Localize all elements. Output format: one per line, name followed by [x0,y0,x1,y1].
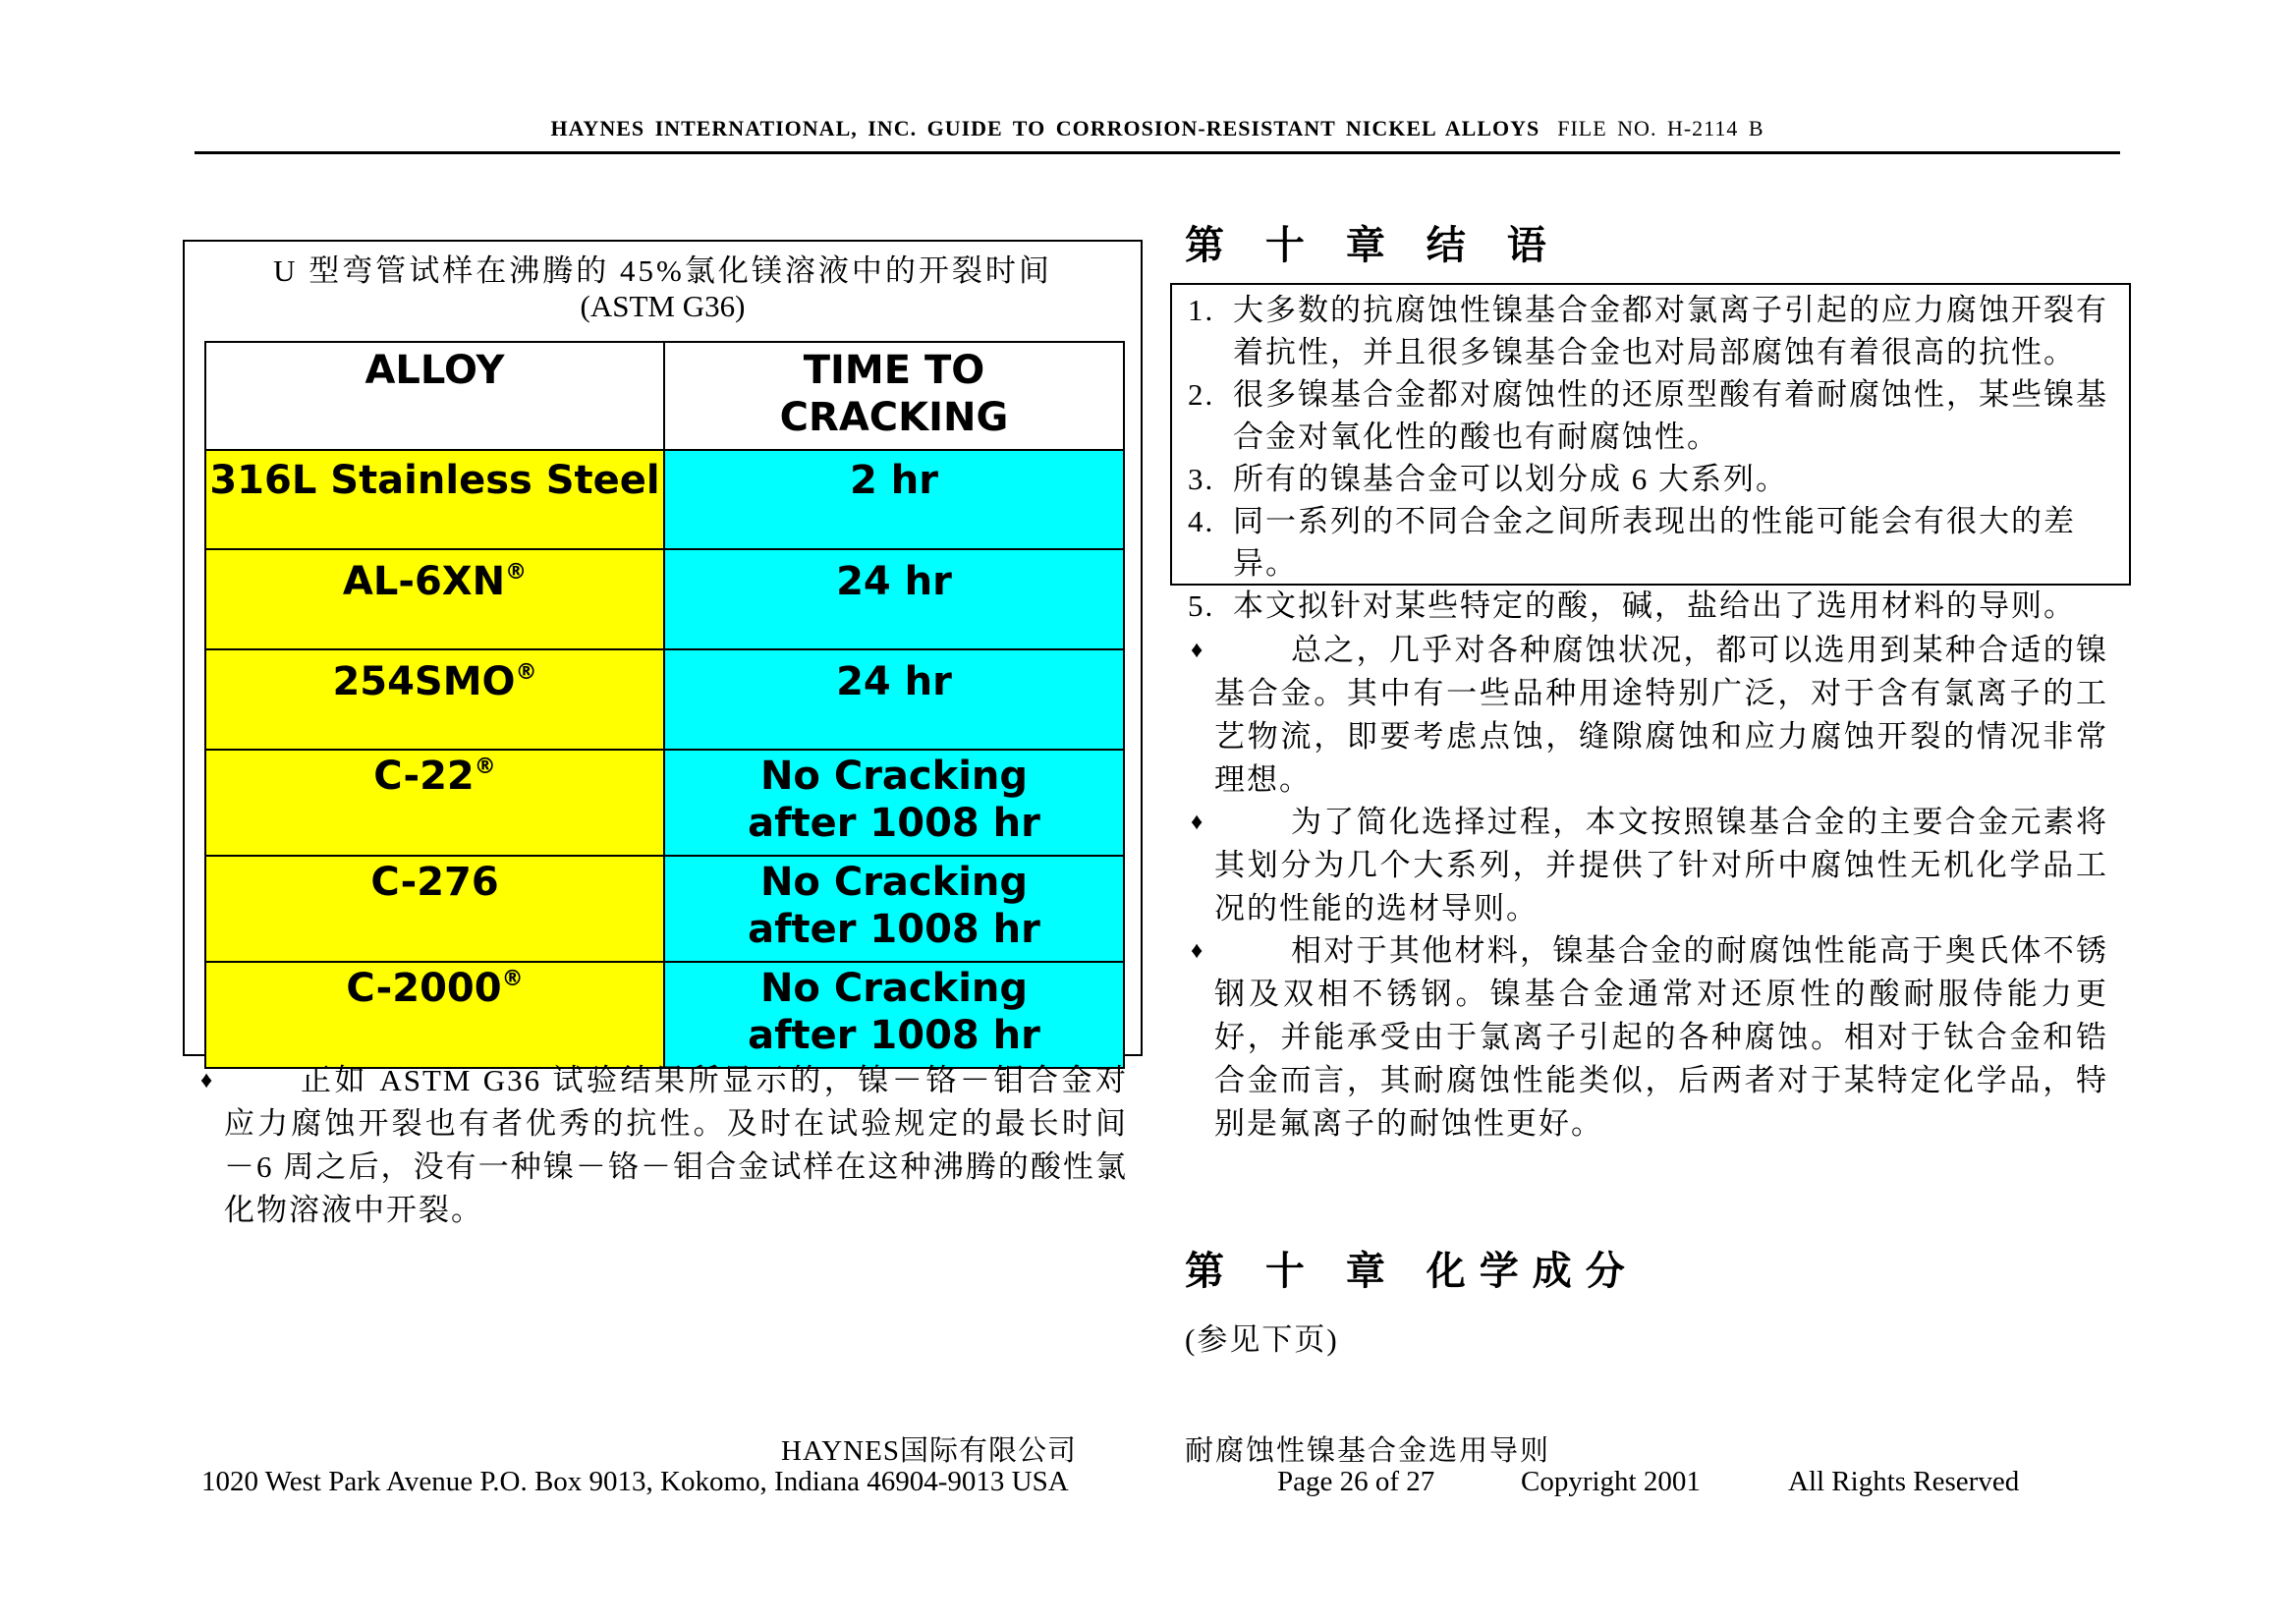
list-item [1188,500,2111,585]
alloy-name: C-22 [373,754,475,799]
chapter-conclusion-title: 第 十 章 结 语 [1185,223,1560,268]
alloy-name: 254SMO [332,659,516,704]
paragraph-text: 为了简化选择过程，本文按照镍基合金的主要合金元素将其划分为几个大系列，并提供了针对所中腐蚀性无机化学品工况的性能的选材导则。 [1214,805,2108,925]
paragraph-text: 总之，几乎对各种腐蚀状况，都可以选用到某种合适的镍基合金。其中有一些品种用途特别广泛，对于含有氯离子的工艺物流，即要考虑点蚀，缝隙腐蚀和应力腐蚀开裂的情况非常理想。 [1214,633,2108,797]
table-row [205,750,1124,856]
summary-list [1188,289,2111,627]
conclusion-paragraph-3 [1191,929,2108,1146]
footer-guide-title: 耐腐蚀性镍基合金选用导则 [1185,1435,1551,1467]
header-text [195,116,2120,141]
footer-page-number: Page 26 of 27 [1277,1466,1435,1497]
item-text: 所有的镍基合金可以划分成 6 大系列。 [1233,462,1788,496]
diamond-bullet-icon: ♦ [1191,810,1205,835]
item-text: 本文拟针对某些特定的酸，碱，盐给出了选用材料的导则。 [1233,588,2076,623]
paragraph-text: 相对于其他材料，镍基合金的耐腐蚀性能高于奥氏体不锈钢及双相不锈钢。镍基合金通常对还原性的酸耐服侍能力更好，并能承受由于氯离子引起的各种腐蚀。相对于钛合金和锆合金而言，其耐腐蚀性能类似，后两者对于某特定化学品，特别是氟离子的耐蚀性更好。 [1214,933,2108,1141]
alloy-name: C-276 [370,860,499,905]
alloy-name: C-2000 [346,966,502,1011]
alloy-cell [205,450,664,549]
diamond-bullet-icon: ♦ [1191,638,1205,663]
item-text: 很多镍基合金都对腐蚀性的还原型酸有着耐腐蚀性，某些镍基合金对氧化性的酸也有耐腐蚀性。 [1233,377,2108,454]
header-time-to-cracking: TIME TO CRACKING [664,342,1124,450]
alloy-cell [205,649,664,750]
list-item [1188,373,2111,458]
alloy-cell [205,750,664,856]
item-number: 5. [1188,588,1215,623]
alloy-cracking-table [204,341,1125,1069]
time-cell: No Cracking after 1008 hr [664,856,1124,962]
footer-company: HAYNES国际有限公司 [781,1435,1077,1467]
header-alloy: ALLOY [205,342,664,450]
astm-result-paragraph [200,1059,1128,1232]
table-header-row [205,342,1124,450]
conclusion-paragraph-1 [1191,629,2108,802]
item-number: 3. [1188,462,1215,496]
table-row [205,649,1124,750]
alloy-cell [205,856,664,962]
list-item [1188,585,2111,627]
time-cell: 24 hr [664,549,1124,649]
list-item [1188,289,2111,373]
see-next-page-note: (参见下页) [1185,1322,1339,1357]
item-number: 2. [1188,377,1215,412]
alloy-cell [205,962,664,1068]
page-header [195,116,2120,154]
alloy-name: 316L Stainless Steel [209,458,660,503]
cracking-time-figure [183,240,1143,1056]
alloy-name: AL-6XN [342,559,506,604]
figure-subtitle: (ASTM G36) [580,289,746,323]
item-number: 1. [1188,293,1215,327]
conclusion-paragraph-2 [1191,801,2108,930]
list-item [1188,458,2111,500]
footer-address: 1020 West Park Avenue P.O. Box 9013, Kokomo, Indiana 46904-9013 USA [201,1466,1069,1497]
alloy-cell [205,549,664,649]
registered-mark: ® [474,755,496,779]
table-row [205,962,1124,1068]
registered-mark: ® [515,660,537,685]
header-file-number: FILE NO. H-2114 B [1557,116,1764,140]
item-text: 大多数的抗腐蚀性镍基合金都对氯离子引起的应力腐蚀开裂有着抗性，并且很多镍基合金也对局部腐蚀有着很高的抗性。 [1233,293,2108,369]
footer-rights: All Rights Reserved [1788,1466,2020,1497]
paragraph-text: 正如 ASTM G36 试验结果所显示的，镍－铬－钼合金对应力腐蚀开裂也有者优秀的抗性。及时在试验规定的最长时间－6 周之后，没有一种镍－铬－钼合金试样在这种沸腾的酸性氯化物溶液中开裂。 [224,1063,1128,1227]
footer-copyright: Copyright 2001 [1521,1466,1701,1497]
summary-box [1170,283,2131,623]
table-row [205,549,1124,649]
chapter-composition-title: 第 十 章 化学成分 [1185,1249,1639,1294]
diamond-bullet-icon: ♦ [200,1068,215,1093]
registered-mark: ® [505,560,528,585]
table-row [205,450,1124,549]
time-cell: No Cracking after 1008 hr [664,962,1124,1068]
time-cell: 24 hr [664,649,1124,750]
header-title: HAYNES INTERNATIONAL, INC. GUIDE TO CORROSION-RESISTANT NICKEL ALLOYS [550,116,1540,140]
table-row [205,856,1124,962]
item-number: 4. [1188,504,1215,538]
figure-title: U 型弯管试样在沸腾的 45%氯化镁溶液中的开裂时间 [273,253,1052,288]
diamond-bullet-icon: ♦ [1191,938,1205,964]
registered-mark: ® [501,967,524,991]
time-cell: 2 hr [664,450,1124,549]
time-cell: No Cracking after 1008 hr [664,750,1124,856]
item-text: 同一系列的不同合金之间所表现出的性能可能会有很大的差异。 [1233,504,2076,581]
